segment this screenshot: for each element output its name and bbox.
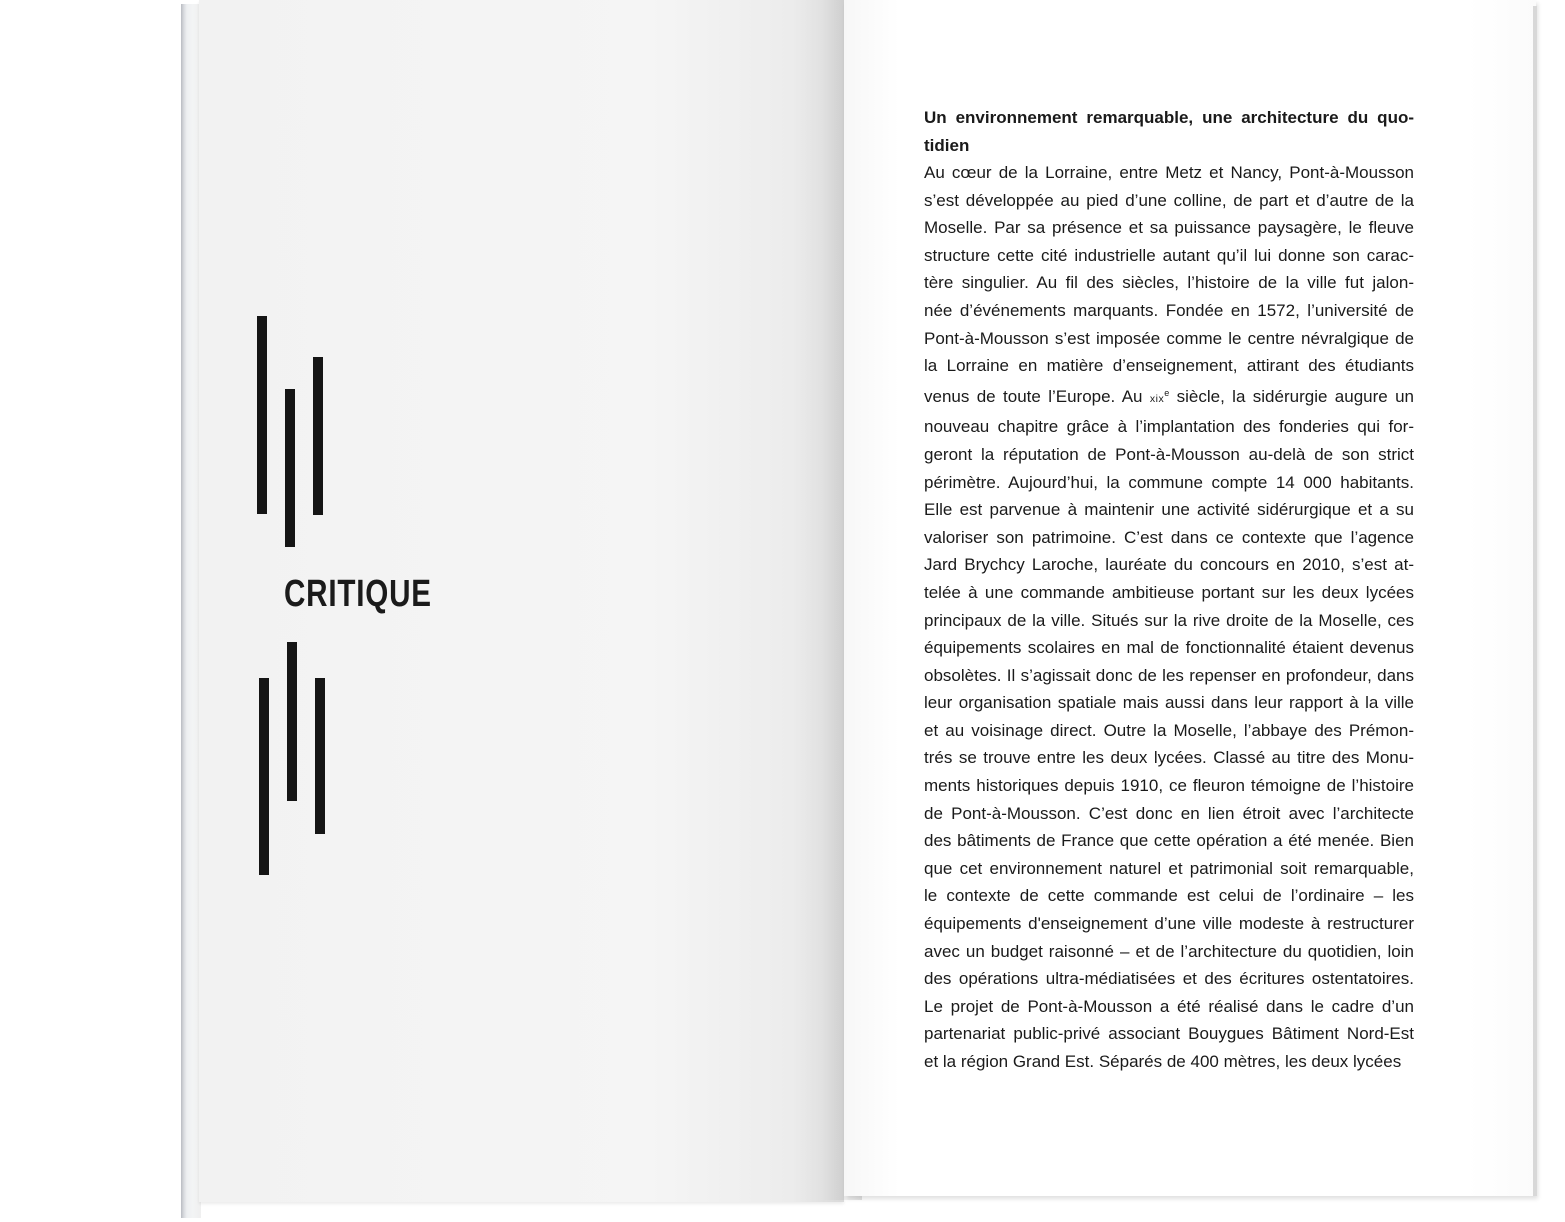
body-line: avec un budget raisonné – et de l’architecture du quotidien, loin — [924, 941, 1414, 961]
body-line: la Lorraine en matière d’enseignement, attirant des étudiants — [924, 356, 1414, 376]
body-line: telée à une commande ambitieuse portant sur les deux lycées — [924, 582, 1414, 602]
decorative-bar — [313, 357, 323, 515]
page-edges — [181, 4, 201, 1218]
heading-line: tidien — [924, 135, 970, 155]
decorative-bar — [257, 316, 267, 514]
heading-line: Un environnement remarquable, une architecture du quo- — [924, 108, 1414, 127]
body-line: Jard Brychcy Laroche, lauréate du concours en 2010, s’est at- — [924, 555, 1414, 575]
body-line: trés se trouve entre les deux lycées. Classé au titre des Monu- — [924, 748, 1414, 768]
body-line: périmètre. Aujourd’hui, la commune compte 14 000 habitants. — [924, 472, 1414, 492]
body-line: et au voisinage direct. Outre la Moselle, l’abbaye des Prémon- — [924, 720, 1414, 740]
body-line: valoriser son patrimoine. C’est dans ce contexte que l’agence — [924, 527, 1414, 547]
body-line: de Pont-à-Mousson. C’est donc en lien étroit avec l’architecte — [924, 803, 1414, 823]
decorative-bar — [315, 678, 325, 834]
body-line: Au cœur de la Lorraine, entre Metz et Nancy, Pont-à-Mousson — [924, 163, 1414, 182]
body-line: tère singulier. Au fil des siècles, l’histoire de la ville fut jalon- — [924, 273, 1414, 293]
decorative-bar — [285, 389, 295, 547]
body-line: née d’événements marquants. Fondée en 1572, l’université de — [924, 300, 1414, 320]
body-line: principaux de la ville. Situés sur la rive droite de la Moselle, ces — [924, 610, 1414, 630]
body-line: leur organisation spatiale mais aussi dans leur rapport à la ville — [924, 693, 1414, 713]
body-line: Elle est parvenue à maintenir une activité sidérurgique et a su — [924, 500, 1414, 520]
decorative-bar — [287, 642, 297, 801]
body-line: Le projet de Pont-à-Mousson a été réalisé dans le cadre d’un — [924, 996, 1414, 1016]
body-line: le contexte de cette commande est celui de l’ordinaire – les — [924, 886, 1414, 906]
article-body — [924, 159, 1414, 1076]
article — [924, 104, 1414, 1076]
body-line: ments historiques depuis 1910, ce fleuron témoigne de l’histoire — [924, 776, 1414, 796]
body-line: Pont-à-Mousson s’est imposée comme le centre névralgique de — [924, 328, 1414, 348]
body-line: s’est développée au pied d’une colline, de part et d’autre de la — [924, 190, 1414, 210]
body-line: et la région Grand Est. Séparés de 400 mètres, les deux lycées — [924, 1052, 1402, 1071]
body-line: des bâtiments de France que cette opération a été menée. Bien — [924, 831, 1414, 851]
body-line: équipements scolaires en mal de fonctionnalité étaient devenus — [924, 638, 1414, 658]
right-page-edge — [1533, 6, 1537, 1196]
section-title: CRITIQUE — [284, 573, 432, 615]
body-line: équipements d'enseignement d’une ville modeste à restructurer — [924, 914, 1414, 934]
century-numeral: xix — [1149, 392, 1165, 405]
body-line: nouveau chapitre grâce à l’implantation des fonderies qui for- — [924, 417, 1414, 437]
body-line: obsolètes. Il s’agissait donc de les repenser en profondeur, dans — [924, 665, 1414, 685]
body-line: partenariat public-privé associant Bouygues Bâtiment Nord-Est — [924, 1024, 1414, 1044]
body-line — [924, 380, 1414, 414]
body-line: structure cette cité industrielle autant qu’il lui donne son carac- — [924, 245, 1414, 265]
body-line-end: siècle, la sidérurgie augure un — [1169, 386, 1415, 406]
body-line: des opérations ultra-médiatisées et des écritures ostentatoires. — [924, 969, 1414, 989]
century-superscript: e — [1164, 387, 1170, 398]
body-line: geront la réputation de Pont-à-Mousson au-delà de son strict — [924, 444, 1414, 464]
body-line-start: venus de toute l’Europe. Au — [924, 386, 1150, 406]
body-line: Moselle. Par sa présence et sa puissance paysagère, le fleuve — [924, 218, 1414, 238]
decorative-bar — [259, 678, 269, 875]
article-heading — [924, 104, 1414, 159]
body-line: que cet environnement naturel et patrimonial soit remarquable, — [924, 858, 1414, 878]
